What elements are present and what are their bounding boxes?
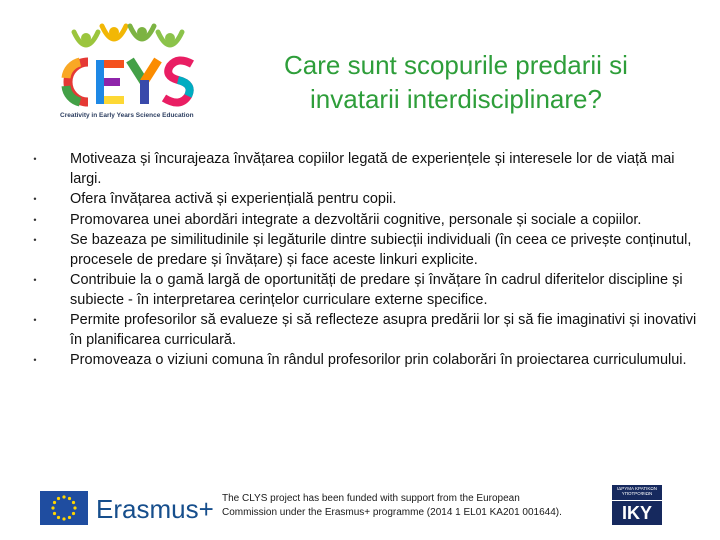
bullet-list xyxy=(28,150,698,372)
funding-line-1: The CLYS project has been funded with support from the European xyxy=(222,493,520,504)
logo-letter-s xyxy=(164,60,192,102)
funding-notice xyxy=(222,492,582,520)
bullet-text: Ofera învățarea activă și experiențială pentru copii. xyxy=(70,191,397,207)
bullet-item xyxy=(28,150,698,189)
slide-title-line-2: invatarii interdisciplinare? xyxy=(310,84,602,114)
erasmus-plus-logo: Erasmus+ xyxy=(96,494,214,524)
bullet-item xyxy=(28,351,698,371)
eu-flag-icon xyxy=(40,491,88,525)
bullet-dot-icon: • xyxy=(33,154,37,164)
bullet-item xyxy=(28,271,698,310)
bullet-dot-icon: • xyxy=(33,235,37,245)
bullet-text: Promovarea unei abordări integrate a dezvoltării cognitive, personale și sociale a copiilor. xyxy=(70,211,642,228)
bullet-item xyxy=(28,211,698,231)
bullet-text: Permite profesorilor să evalueze și să reflecteze asupra predării lor și să fie imaginativi și inovativi în planificarea curriculară. xyxy=(70,312,697,348)
logo-letter-e xyxy=(96,60,124,104)
bullet-dot-icon: • xyxy=(33,275,37,285)
funding-line-2: Commission under the Erasmus+ programme (2014 1 EL01 KA201 001644). xyxy=(222,507,562,518)
ceys-logo xyxy=(52,18,212,122)
bullet-text: Contribuie la o gamă largă de oportunități de predare și învățare în cadrul diferitelor discipline și subiecte - în interpretarea cerințelor curriculare externe specifice. xyxy=(70,272,683,308)
bullet-item xyxy=(28,231,698,270)
iky-logo: IKY xyxy=(612,501,662,525)
bullet-dot-icon: • xyxy=(33,355,37,365)
bullet-dot-icon: • xyxy=(33,194,37,204)
bullet-text: Se bazeaza pe similitudinile și legăturile dintre subiecții individuali (în ceea ce privește conținutul, procesele de predare și învățare) și face aceste linkuri explicite. xyxy=(70,232,692,268)
bullet-item xyxy=(28,190,698,210)
logo-figures xyxy=(74,26,182,45)
slide-title xyxy=(236,48,676,116)
logo-letter-y xyxy=(130,60,158,104)
bullet-text: Promoveaza o viziuni comuna în rândul profesorilor prin colaborări în proiectarea curriculumului. xyxy=(70,352,687,368)
bullet-dot-icon: • xyxy=(33,315,37,325)
slide-title-line-1: Care sunt scopurile predarii si xyxy=(284,50,628,80)
bullet-item xyxy=(28,311,698,350)
bullet-dot-icon: • xyxy=(33,214,37,225)
footer-bar xyxy=(0,482,720,540)
logo-letter-c xyxy=(66,62,88,102)
iky-subtitle: ΙΔΡΥΜΑ ΚΡΑΤΙΚΩΝ ΥΠΟΤΡΟΦΙΩΝ xyxy=(612,485,662,500)
bullet-text: Motiveaza și încurajeaza învățarea copiilor legată de experiențele și interesele lor de viață mai largi. xyxy=(70,151,675,187)
logo-tagline: Creativity in Early Years Science Education xyxy=(60,112,194,119)
